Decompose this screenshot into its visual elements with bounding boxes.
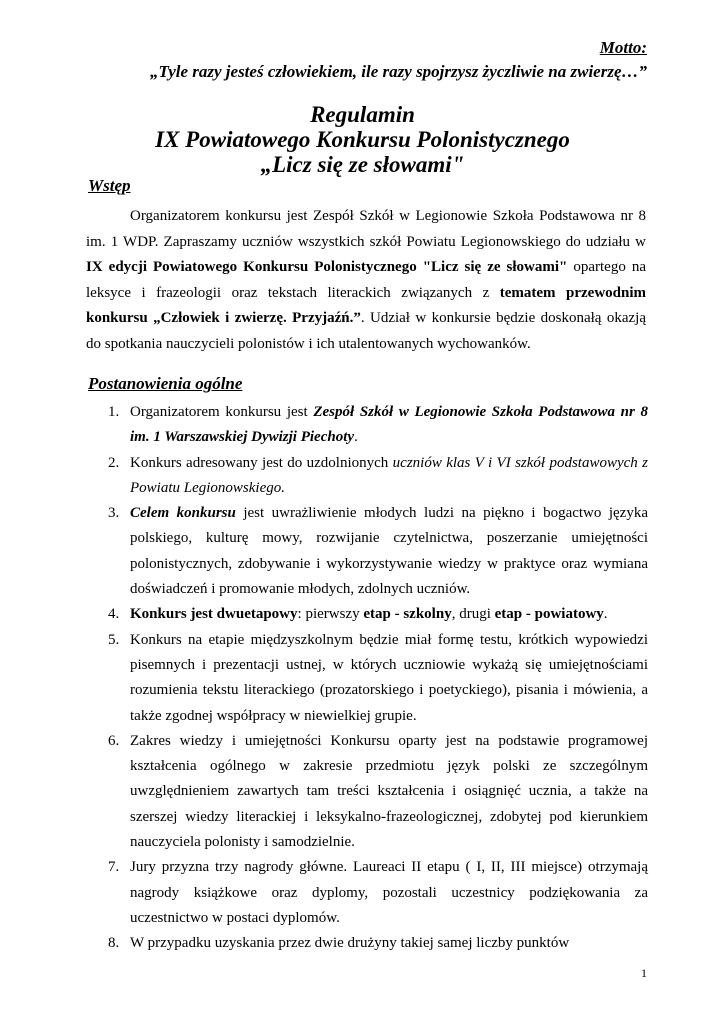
general-provisions-heading: Postanowienia ogólne [88, 374, 243, 393]
list-item-text: Konkurs adresowany jest do uzdolnionych [130, 454, 393, 471]
list-item-text: , drugi [451, 606, 495, 623]
document-title: Regulamin [310, 102, 415, 127]
list-item-number: 5. [108, 631, 120, 648]
list-item-text: Konkurs na etapie międzyszkolnym będzie miał formę testu, krótkich wypowiedzi pisemnych i prezentacji ustnej, w których uczniowie wykażą się umiejętnościami rozumienia tekstu literackiego (prozatorskiego i poetyckiego), pisania i mówienia, a także zgodnej współpracy w niewielkiej grupie. [130, 631, 648, 724]
intro-text-3: . Udział w konkursie będzie doskonałą okazją do spotkania nauczycieli polonistów i ich utalentowanych wychowanków. [86, 310, 646, 352]
list-item-number: 7. [108, 859, 120, 876]
motto-quote: „Tyle razy jesteś człowiekiem, ile razy spojrzysz życzliwie na zwierzę…” [149, 62, 647, 81]
list-item-text: : pierwszy [297, 606, 364, 623]
intro-paragraph [86, 204, 646, 357]
list-item [88, 855, 648, 931]
list-item-number: 3. [108, 505, 120, 522]
page-number: 1 [641, 966, 647, 980]
list-item-text: . [603, 606, 608, 623]
list-item [88, 931, 648, 956]
list-item [88, 451, 648, 502]
stages-label: Konkurs jest dwuetapowy [130, 606, 298, 623]
intro-text-2: opartego na leksyce i frazeologii oraz tekstach literackich związanych z [86, 259, 646, 301]
list-item-text: Organizatorem konkursu jest [130, 404, 314, 420]
intro-theme: tematem przewodnim konkursu „Człowiek i zwierzę. Przyjaźń.” [86, 284, 646, 326]
list-item-text: W przypadku uzyskania przez dwie drużyny takiej samej liczby punktów [130, 935, 570, 952]
general-provisions-list [88, 400, 648, 957]
list-item [88, 628, 648, 729]
motto-label: Motto: [599, 38, 647, 57]
list-item-number: 4. [108, 606, 120, 623]
stage-county: etap - powiatowy [494, 606, 604, 623]
list-item-text: Zakres wiedzy i umiejętności Konkursu oparty jest na podstawie programowej kształcenia ogólnego w zakresie przedmiotu język polski ze szczególnym uwzględnieniem zawartych tam treści kształcenia i osiągnięć ucznia, a także na szerszej wiedzy literackiej i leksykalno-frazeologicznej, zdobytej pod kierunkiem nauczyciela polonisty i samodzielnie. [130, 732, 648, 851]
goal-label: Celem konkursu [130, 505, 236, 522]
intro-edition: IX edycji Powiatowego Konkursu Polonistycznego "Licz się ze słowami" [86, 259, 568, 275]
list-item-text: Jury przyzna trzy nagrody główne. Laureaci II etapu ( I, II, III miejsce) otrzymają nagrody książkowe oraz dyplomy, pozostali uczestnicy podziękowania za uczestnictwo w postaci dyplomów. [130, 859, 648, 926]
intro-text-1: Organizatorem konkursu jest Zespół Szkół w Legionowie Szkoła Podstawowa nr 8 im. 1 WDP. Zapraszamy uczniów wszystkich szkół Powiatu Legionowskiego do udziału w [86, 208, 646, 250]
list-item-number: 6. [108, 732, 120, 749]
stage-school: etap - szkolny [363, 606, 452, 623]
organizer-name: Zespół Szkół w Legionowie Szkoła Podstawowa nr 8 im. 1 Warszawskiej Dywizji Piechoty [130, 404, 648, 446]
list-item-number: 8. [108, 935, 120, 952]
list-item [88, 729, 648, 855]
list-item [88, 501, 648, 602]
list-item [88, 400, 648, 451]
list-item-number: 2. [108, 454, 120, 471]
list-item-text: jest uwrażliwienie młodych ludzi na piękno i bogactwo języka polskiego, kulturę mowy, rozwijanie czytelnictwa, poszerzanie umiejętności polonistycznych, zdobywanie i wykorzystywanie wiedzy w praktyce oraz wymiana doświadczeń i promowanie młodych, zdolnych uczniów. [130, 505, 649, 598]
competition-slogan: „Licz się ze słowami" [260, 152, 465, 177]
list-item-text: . [354, 429, 358, 446]
list-item-number: 1. [108, 404, 120, 420]
intro-heading: Wstęp [88, 176, 131, 195]
target-audience: uczniów klas V i VI szkół podstawowych z Powiatu Legionowskiego. [130, 454, 648, 496]
list-item [88, 602, 648, 627]
competition-name: IX Powiatowego Konkursu Polonistycznego [155, 127, 570, 152]
